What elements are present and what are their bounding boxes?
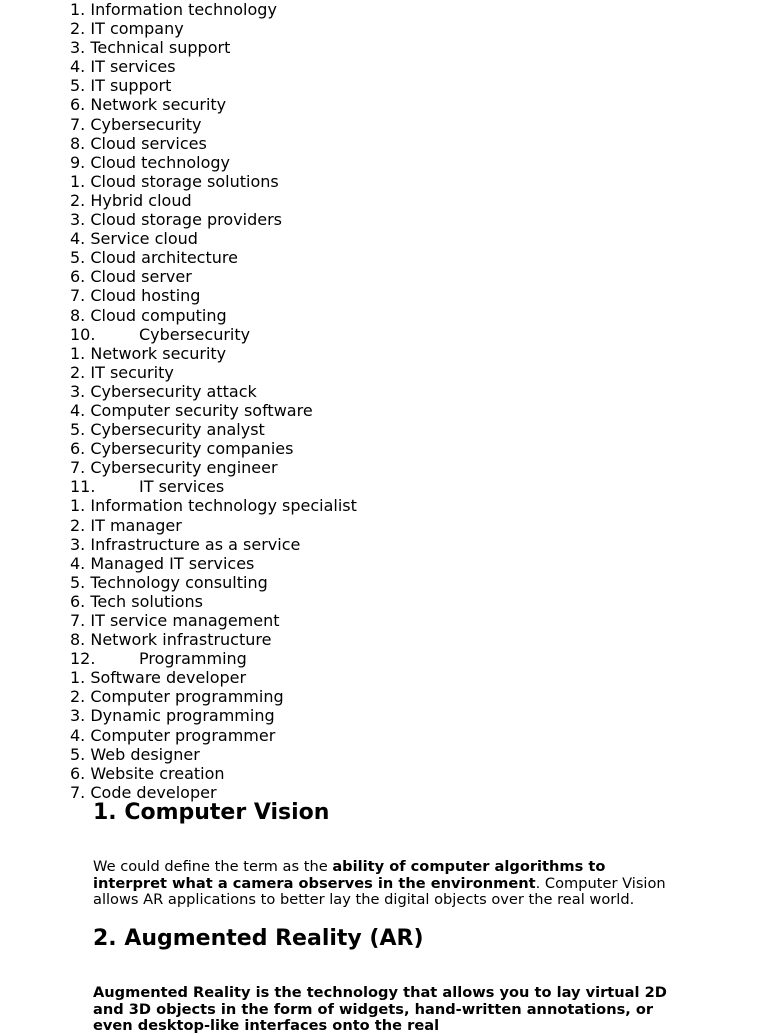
list-item-label: Technical support xyxy=(90,38,231,58)
list-item-label: Programming xyxy=(139,649,247,669)
list-item xyxy=(70,134,357,153)
list-item-label: IT services xyxy=(139,477,225,497)
list-item-number: 9. xyxy=(70,152,86,172)
list-item-label: Cloud architecture xyxy=(90,248,238,268)
list-item-label: Cybersecurity companies xyxy=(90,439,294,459)
section-computer-vision xyxy=(93,800,683,909)
list-item-label: IT security xyxy=(90,362,174,382)
list-item-number: 11. xyxy=(70,477,96,497)
list-item xyxy=(70,745,357,764)
list-item xyxy=(70,764,357,783)
list-item xyxy=(70,535,357,554)
list-item-number: 6. xyxy=(70,763,86,783)
list-item xyxy=(70,115,357,134)
list-item-number: 4. xyxy=(70,229,86,249)
list-item-number: 2. xyxy=(70,19,86,39)
list-item-label: Network security xyxy=(90,343,227,363)
list-item-number: 7. xyxy=(70,611,86,630)
list-item-number: 3. xyxy=(70,381,86,401)
list-item xyxy=(70,382,357,401)
list-item xyxy=(70,76,357,95)
list-item-label: Tech solutions xyxy=(90,591,203,611)
list-item xyxy=(70,554,357,573)
list-item-label: Cybersecurity engineer xyxy=(90,458,278,478)
list-item xyxy=(70,267,357,286)
list-item-label: Cloud server xyxy=(90,267,192,287)
list-item xyxy=(70,363,357,382)
list-item-number: 7. xyxy=(70,782,86,802)
list-item-label: Cybersecurity xyxy=(139,324,251,344)
list-item-number: 8. xyxy=(70,630,86,650)
list-item-label: Cloud storage providers xyxy=(90,210,283,230)
list-item-label: Hybrid cloud xyxy=(90,190,192,210)
list-item xyxy=(70,153,357,172)
list-item-number: 6. xyxy=(70,267,86,287)
paragraph-text: We could define the term as the xyxy=(93,858,333,875)
list-item-label: Code developer xyxy=(90,782,217,802)
list-item-label: Cybersecurity analyst xyxy=(90,420,265,440)
paragraph-bold-text: ability of computer algorithms to interpret what a camera observes in the environment xyxy=(93,858,606,892)
list-subheading xyxy=(70,325,357,344)
list-item-label: Cloud services xyxy=(90,133,207,153)
list-item-number: 2. xyxy=(70,515,86,535)
paragraph-bold-text: Augmented Reality is the technology that allows you to lay virtual 2D and 3D objects in the form of widgets, hand-written annotations, or even desktop-like interfaces onto the real xyxy=(93,984,667,1035)
list-item-number: 5. xyxy=(70,248,86,268)
list-item xyxy=(70,286,357,305)
list-item-number: 8. xyxy=(70,133,86,153)
list-item-label: Software developer xyxy=(90,668,247,688)
list-item-label: Web designer xyxy=(90,744,200,764)
list-item-number: 1. xyxy=(70,171,86,191)
list-item-number: 5. xyxy=(70,572,86,592)
topic-list xyxy=(70,0,357,802)
list-item-label: IT support xyxy=(90,76,172,96)
list-item-number: 2. xyxy=(70,362,86,382)
list-item-number: 5. xyxy=(70,420,86,440)
list-item-number: 10. xyxy=(70,324,96,344)
list-item-number: 3. xyxy=(70,534,86,554)
section-paragraph xyxy=(93,985,683,1035)
list-item xyxy=(70,630,357,649)
list-item-number: 4. xyxy=(70,725,86,745)
list-item-number: 1. xyxy=(70,343,86,363)
list-item-number: 5. xyxy=(70,76,86,96)
list-item-number: 7. xyxy=(70,458,86,478)
list-item-number: 4. xyxy=(70,400,86,420)
list-item xyxy=(70,191,357,210)
list-item-number: 7. xyxy=(70,114,86,134)
list-item-label: Cloud technology xyxy=(90,152,230,172)
list-item xyxy=(70,401,357,420)
list-item xyxy=(70,611,357,630)
list-item-number: 3. xyxy=(70,706,86,726)
list-item-label: Website creation xyxy=(90,763,225,783)
list-item-number: 1. xyxy=(70,496,86,516)
list-item-label: Managed IT services xyxy=(90,553,255,573)
list-item-label: Technology consulting xyxy=(90,572,268,592)
list-item-number: 5. xyxy=(70,744,86,764)
list-item-label: IT company xyxy=(90,19,184,39)
list-item-label: Information technology xyxy=(90,0,277,19)
list-item xyxy=(70,344,357,363)
list-item-label: Cloud hosting xyxy=(90,286,201,306)
list-item-label: Cloud computing xyxy=(90,305,227,325)
list-item xyxy=(70,516,357,535)
list-item xyxy=(70,57,357,76)
list-subheading xyxy=(70,649,357,668)
list-item-label: Service cloud xyxy=(90,229,198,249)
list-item xyxy=(70,248,357,267)
list-item-number: 12. xyxy=(70,649,96,669)
list-item-number: 2. xyxy=(70,190,86,210)
list-item-number: 8. xyxy=(70,305,86,325)
list-subheading xyxy=(70,477,357,496)
list-item-label: Computer programmer xyxy=(90,725,276,745)
list-item xyxy=(70,439,357,458)
paragraph-text: . Computer Vision allows AR applications to better lay the digital objects over the real world. xyxy=(93,874,666,909)
section-heading: 2. Augmented Reality (AR) xyxy=(93,926,424,951)
list-item-label: Dynamic programming xyxy=(90,706,275,726)
list-item-number: 4. xyxy=(70,553,86,573)
list-item-label: Cybersecurity xyxy=(90,114,202,134)
list-item-number: 3. xyxy=(70,38,86,58)
list-item xyxy=(70,306,357,325)
list-item xyxy=(70,496,357,515)
list-item-number: 1. xyxy=(70,668,86,688)
section-paragraph xyxy=(93,859,683,909)
list-item xyxy=(70,172,357,191)
list-item xyxy=(70,573,357,592)
list-item xyxy=(70,229,357,248)
list-item-label: Computer security software xyxy=(90,400,313,420)
list-item-number: 2. xyxy=(70,687,86,707)
list-item xyxy=(70,668,357,687)
list-item-label: Cloud storage solutions xyxy=(90,171,279,191)
list-item-label: Infrastructure as a service xyxy=(90,534,301,554)
list-item-number: 1. xyxy=(70,0,86,19)
list-item-label: Network security xyxy=(90,95,227,115)
list-item xyxy=(70,706,357,725)
list-item-label: IT service management xyxy=(90,611,280,630)
list-item xyxy=(70,19,357,38)
list-item-label: Network infrastructure xyxy=(90,630,272,650)
list-item-number: 6. xyxy=(70,95,86,115)
list-item xyxy=(70,726,357,745)
list-item-number: 7. xyxy=(70,286,86,306)
list-item xyxy=(70,95,357,114)
list-item xyxy=(70,210,357,229)
list-item xyxy=(70,458,357,477)
list-item-number: 6. xyxy=(70,591,86,611)
list-item-label: Computer programming xyxy=(90,687,284,707)
list-item xyxy=(70,592,357,611)
section-heading: 1. Computer Vision xyxy=(93,800,330,825)
list-item-number: 6. xyxy=(70,439,86,459)
list-item xyxy=(70,687,357,706)
list-item-label: IT manager xyxy=(90,515,182,535)
section-augmented-reality xyxy=(93,926,683,1035)
list-item xyxy=(70,420,357,439)
list-item xyxy=(70,38,357,57)
list-item-label: Cybersecurity attack xyxy=(90,381,257,401)
list-item-number: 3. xyxy=(70,210,86,230)
list-item-label: IT services xyxy=(90,57,176,77)
list-item-label: Information technology specialist xyxy=(90,496,357,516)
list-item xyxy=(70,0,357,19)
list-item-number: 4. xyxy=(70,57,86,77)
